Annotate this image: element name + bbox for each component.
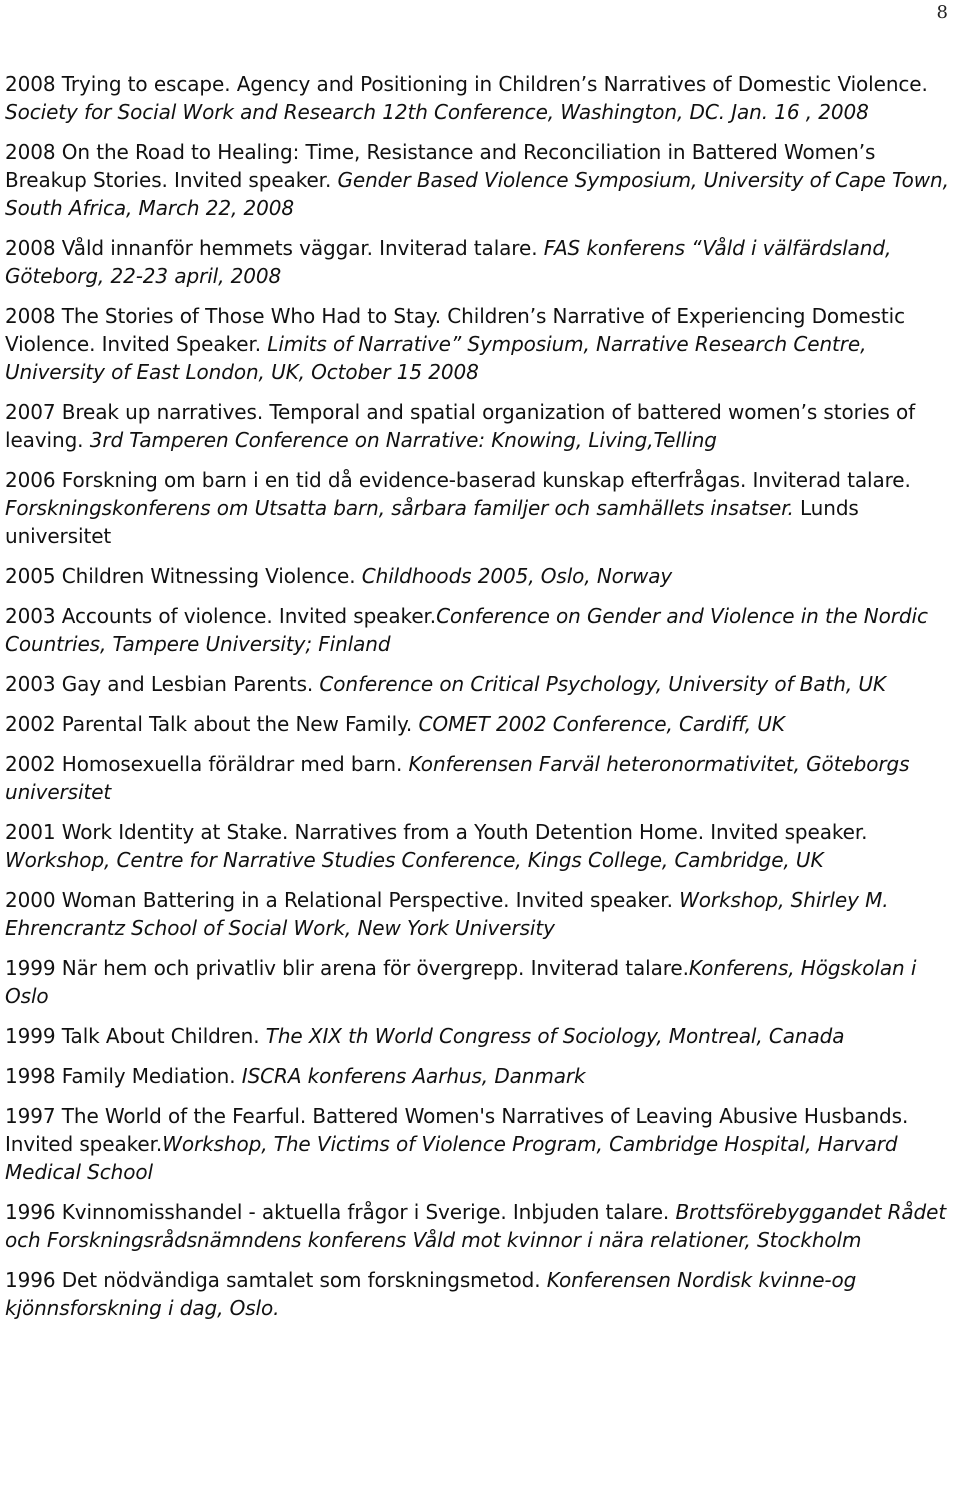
entry-title: 1997 The World of the Fearful. Battered Women's Narratives of Leaving Abusive Husbands. Invited speaker. [5,1104,909,1156]
entry-venue: COMET 2002 Conference, Cardiff, UK [418,712,785,736]
presentation-entry [5,670,955,698]
entry-title: 2003 Accounts of violence. Invited speaker. [5,604,437,628]
entry-venue: Brottsförebyggandet Rådet och Forskningsrådsnämndens konferens Våld mot kvinnor i nära relationer, Stockholm [5,1200,947,1252]
entry-venue: Workshop, Centre for Narrative Studies Conference, Kings College, Cambridge, UK [5,848,824,872]
entry-venue: The XIX th World Congress of Sociology, Montreal, Canada [265,1024,845,1048]
entry-venue: Workshop, The Victims of Violence Program, Cambridge Hospital, Harvard Medical School [5,1132,898,1184]
entry-venue: Forskningskonferens om Utsatta barn, sårbara familjer och samhällets insatser. [5,496,794,520]
presentation-entry [5,138,955,222]
entry-venue: Childhoods 2005, Oslo, Norway [361,564,673,588]
presentation-entry [5,562,955,590]
presentation-entry [5,1062,955,1090]
entry-venue: Society for Social Work and Research 12th Conference, Washington, DC. Jan. 16 , 2008 [5,100,869,124]
presentation-entry [5,1266,955,1322]
entry-title: 2002 Homosexuella föräldrar med barn. [5,752,409,776]
entry-title: 1996 Det nödvändiga samtalet som forskningsmetod. [5,1268,547,1292]
entry-venue: Conference on Gender and Violence in the Nordic Countries, Tampere University; Finland [5,604,928,656]
presentation-entry [5,234,955,290]
entry-title: 2008 The Stories of Those Who Had to Stay. Children’s Narrative of Experiencing Domestic Violence. Invited Speaker. [5,304,906,356]
presentation-entry [5,954,955,1010]
presentation-entry [5,1022,955,1050]
entry-venue: FAS konferens “Våld i välfärdsland, Göteborg, 22-23 april, 2008 [5,236,892,288]
entry-venue: 3rd Tamperen Conference on Narrative: Knowing, Living,Telling [89,428,717,452]
entry-venue: Konferens, Högskolan i Oslo [5,956,917,1008]
entry-venue: Workshop, Shirley M. Ehrencrantz School of Social Work, New York University [5,888,889,940]
presentation-entry [5,710,955,738]
presentation-entry [5,70,955,126]
entry-title: 1996 Kvinnomisshandel - aktuella frågor i Sverige. Inbjuden talare. [5,1200,676,1224]
presentation-entry [5,886,955,942]
entry-venue: Gender Based Violence Symposium, University of Cape Town, South Africa, March 22, 2008 [5,168,949,220]
presentation-entry [5,398,955,454]
presentation-entry [5,1102,955,1186]
entry-title: 2003 Gay and Lesbian Parents. [5,672,320,696]
entry-venue: Konferensen Nordisk kvinne-og kjönnsforskning i dag, Oslo. [5,1268,857,1320]
entry-title: 2008 Våld innanför hemmets väggar. Inviterad talare. [5,236,544,260]
presentation-entry [5,466,955,550]
page-number: 8 [936,2,948,23]
presentation-entry [5,602,955,658]
entry-title: 2006 Forskning om barn i en tid då evidence-baserad kunskap efterfrågas. Inviterad talare. [5,468,911,492]
entry-title: 2002 Parental Talk about the New Family. [5,712,419,736]
entry-venue: ISCRA konferens Aarhus, Danmark [241,1064,586,1088]
presentation-entry [5,1198,955,1254]
entry-title: 1998 Family Mediation. [5,1064,242,1088]
presentation-entry [5,818,955,874]
presentation-entry [5,302,955,386]
entry-venue: Konferensen Farväl heteronormativitet, Göteborgs universitet [5,752,910,804]
entry-title: 2008 Trying to escape. Agency and Positioning in Children’s Narratives of Domestic Violence. [5,72,928,96]
entry-title: 2001 Work Identity at Stake. Narratives from a Youth Detention Home. Invited speaker. [5,820,868,844]
entry-title: 2007 Break up narratives. Temporal and spatial organization of battered women’s stories of leaving. [5,400,916,452]
presentation-list [5,70,955,1322]
presentation-entry [5,750,955,806]
entry-venue: Conference on Critical Psychology, University of Bath, UK [319,672,886,696]
entry-title: 2008 On the Road to Healing: Time, Resistance and Reconciliation in Battered Women’s Breakup Stories. Invited speaker. [5,140,876,192]
entry-trailing: Lunds universitet [5,496,859,548]
entry-venue: Limits of Narrative” Symposium, Narrative Research Centre, University of East London, UK, October 15 2008 [5,332,867,384]
entry-title: 1999 Talk About Children. [5,1024,266,1048]
entry-title: 2000 Woman Battering in a Relational Perspective. Invited speaker. [5,888,680,912]
entry-title: 1999 När hem och privatliv blir arena för övergrepp. Inviterad talare. [5,956,689,980]
entry-title: 2005 Children Witnessing Violence. [5,564,362,588]
